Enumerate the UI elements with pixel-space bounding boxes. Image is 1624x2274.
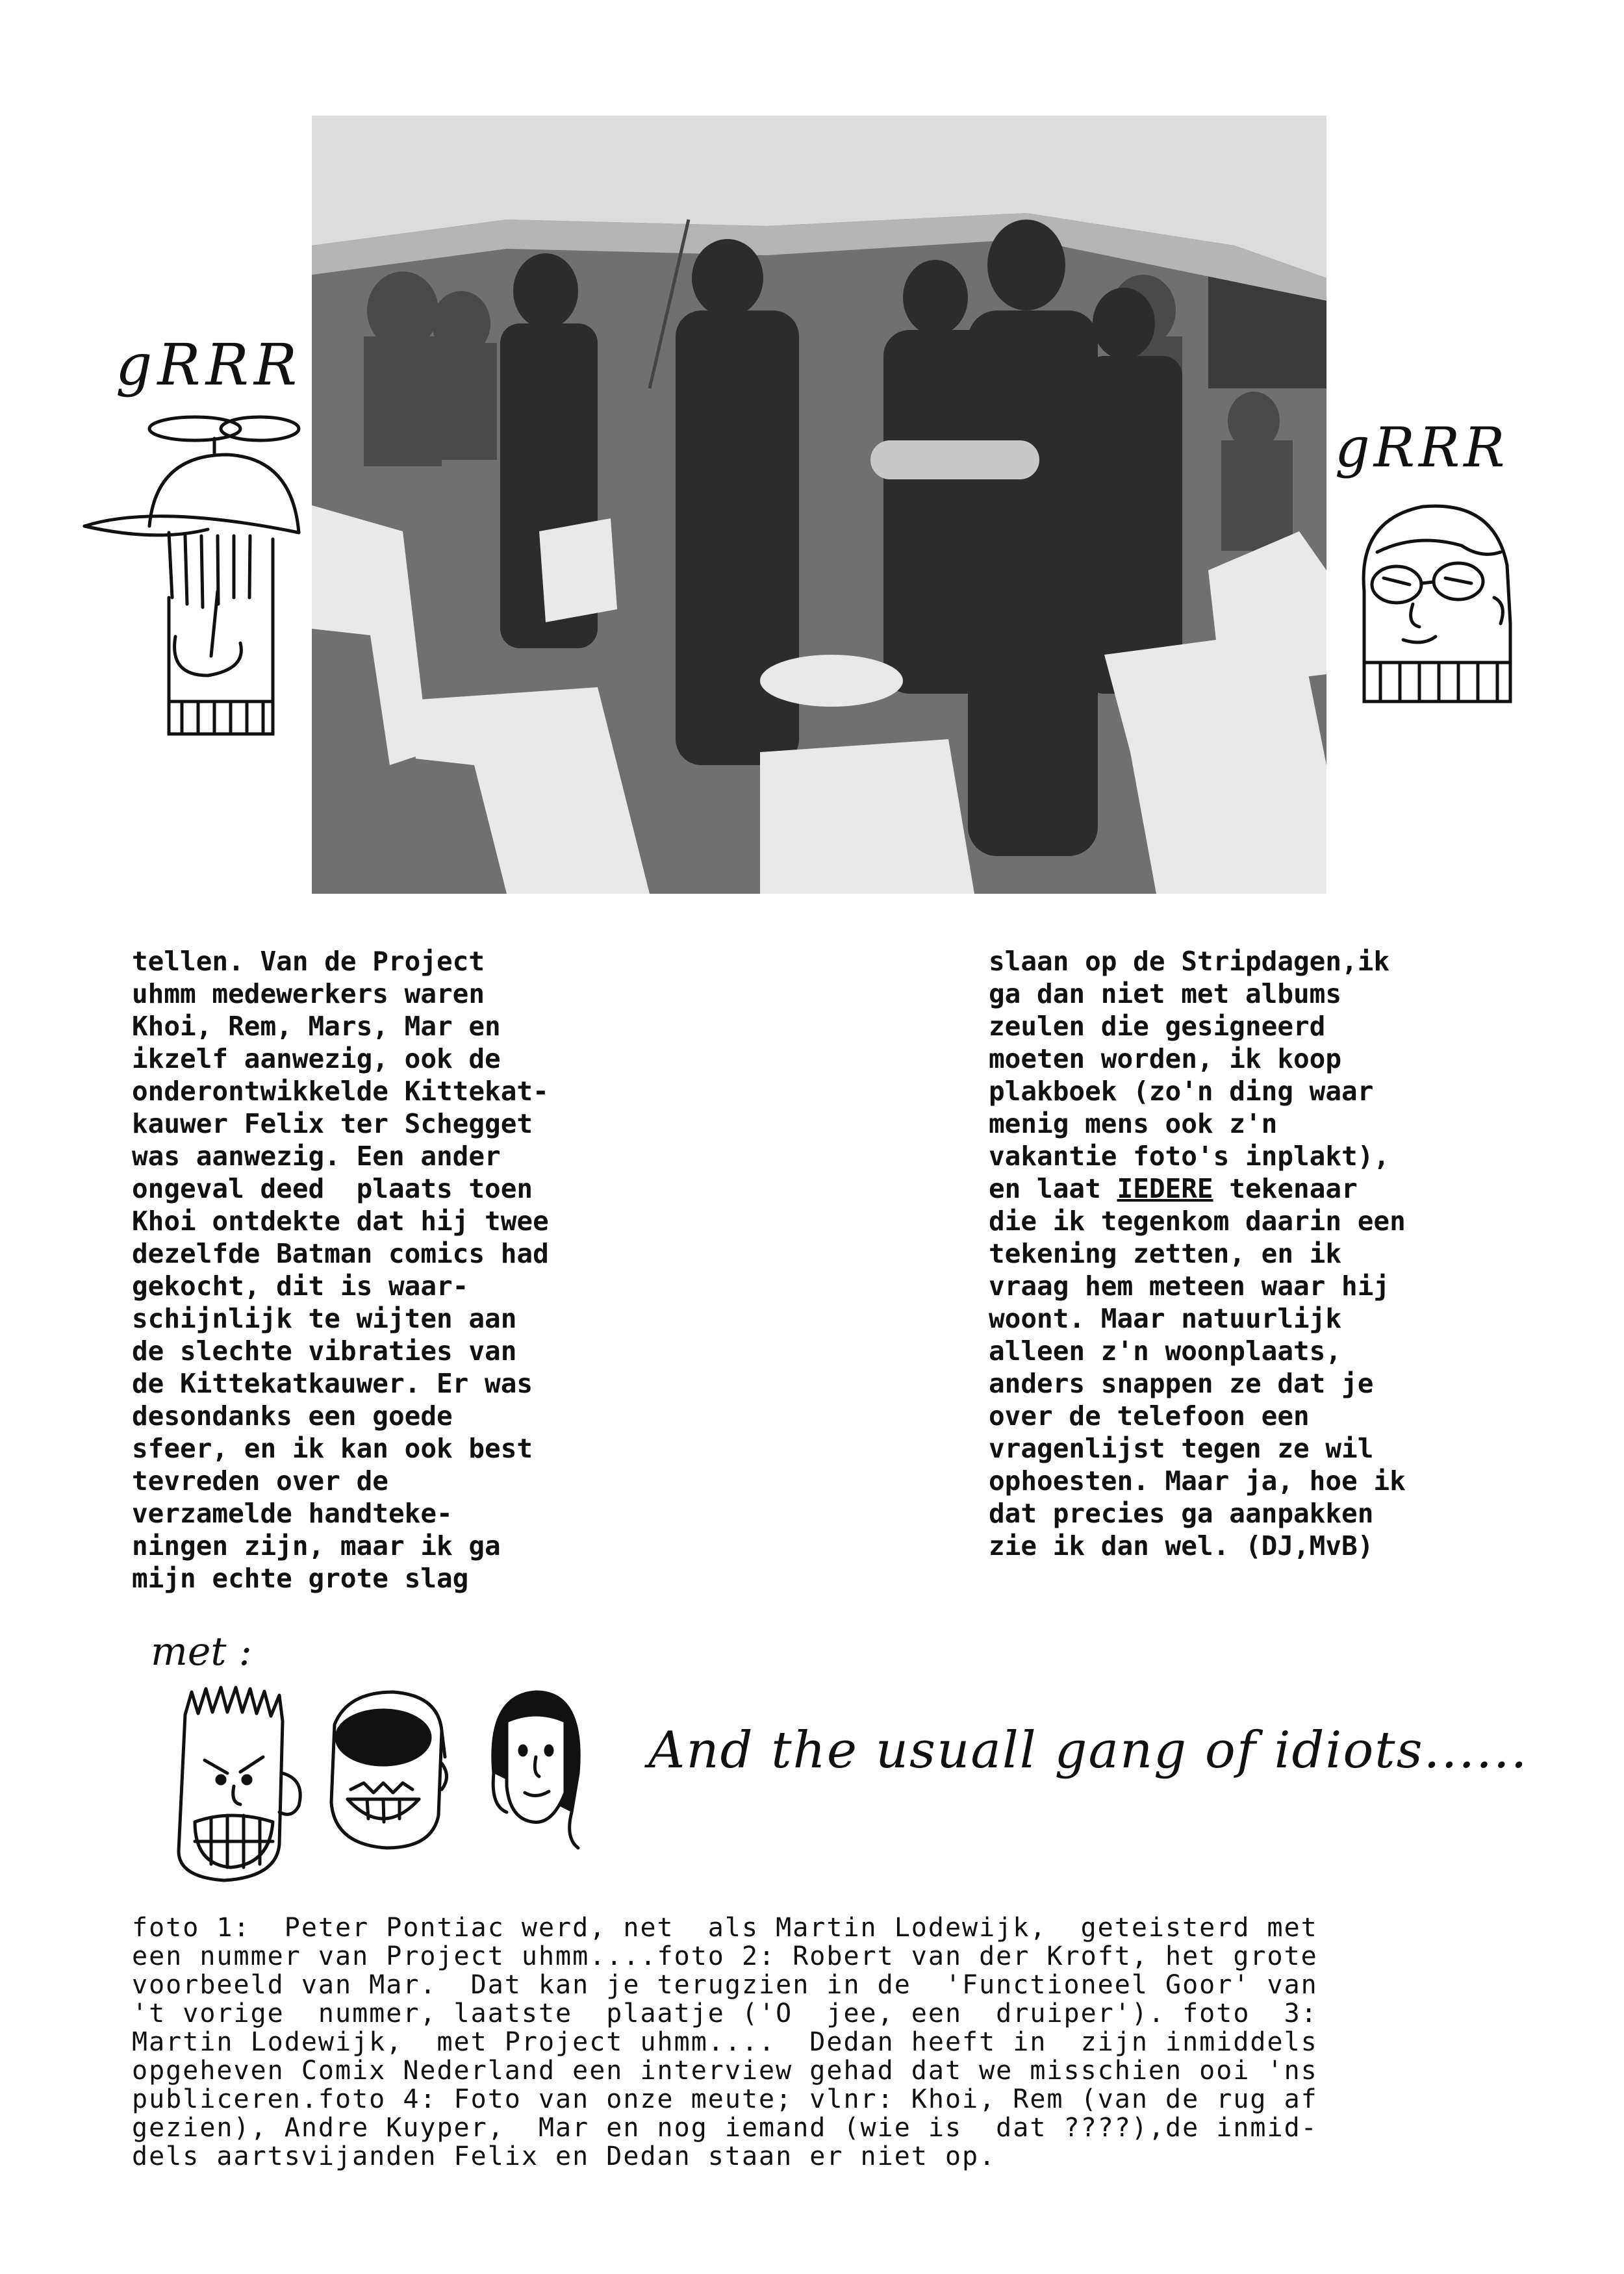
caption-line: gezien), Andre Kuyper, Mar en nog iemand (wie is dat ????),de inmid-: [132, 2113, 1318, 2143]
text-line: desondanks een goede: [132, 1400, 453, 1432]
text-line: zeulen die gesigneerd: [989, 1011, 1326, 1042]
text-line: slaan op de Stripdagen,ik: [989, 946, 1390, 977]
spiky-hair-grin-face-icon: [166, 1682, 309, 1890]
text-line: tellen. Van de Project: [132, 946, 485, 977]
text-line: menig mens ook z'n: [989, 1108, 1278, 1139]
caption-line: dels aartsvijanden Felix en Dedan staan er niet op.: [132, 2141, 996, 2171]
caption-line: voorbeeld van Mar. Dat kan je terugzien in de 'Functioneel Goor' van: [132, 1970, 1318, 2000]
text-line: was aanwezig. Een ander: [132, 1141, 501, 1172]
text-line: vakantie foto's inplakt),: [989, 1141, 1390, 1172]
text-line: schijnlijk te wijten aan: [132, 1303, 517, 1334]
text-line: kauwer Felix ter Schegget: [132, 1108, 533, 1139]
text-line: gekocht, dit is waar-: [132, 1270, 469, 1302]
text-line: ophoesten. Maar ja, hoe ik: [989, 1465, 1406, 1497]
text-line: tekening zetten, en ik: [989, 1238, 1342, 1269]
text-line: woont. Maar natuurlijk: [989, 1303, 1342, 1334]
text-line: die ik tegenkom daarin een: [989, 1206, 1406, 1237]
text-line: ga dan niet met albums: [989, 978, 1342, 1009]
propeller-cap-face-icon: [78, 403, 312, 740]
text-line: dat precies ga aanpakken: [989, 1498, 1374, 1529]
text-line: anders snappen ze dat je: [989, 1368, 1374, 1399]
text-line: de Kittekatkauwer. Er was: [132, 1368, 533, 1399]
met-label: met :: [151, 1629, 252, 1674]
text-line: zie ik dan wel. (DJ,MvB): [989, 1530, 1374, 1561]
grrr-left-label: gRRR: [116, 331, 303, 398]
text-segment: en laat: [989, 1173, 1117, 1204]
photo-captions: [132, 1914, 1529, 2171]
caption-line: 't vorige nummer, laatste plaatje ('O jee, een druiper'). foto 3:: [132, 1999, 1318, 2028]
gang-of-idiots-text: And the usuall gang of idiots......: [648, 1721, 1529, 1780]
text-line: uhmm medewerkers waren: [132, 978, 485, 1009]
text-line: over de telefoon een: [989, 1400, 1310, 1432]
text-line: ikzelf aanwezig, ook de: [132, 1043, 501, 1074]
caption-line: Martin Lodewijk, met Project uhmm.... Dedan heeft in zijn inmiddels: [132, 2027, 1318, 2057]
grrr-right-label: gRRR: [1335, 416, 1509, 479]
long-hair-face-icon: [481, 1682, 591, 1851]
text-line: ningen zijn, maar ik ga: [132, 1530, 501, 1561]
event-photo-tent-crowd-icon: [312, 116, 1326, 894]
article-left-column: [132, 945, 549, 1595]
text-segment: tekenaar: [1213, 1173, 1358, 1204]
text-line: onderontwikkelde Kittekat-: [132, 1076, 549, 1107]
text-line: Khoi ontdekte dat hij twee: [132, 1206, 549, 1237]
caption-line: opgeheven Comix Nederland een interview gehad dat we misschien ooi 'ns: [132, 2056, 1318, 2086]
text-line: dezelfde Batman comics had: [132, 1238, 549, 1269]
text-line: ongeval deed plaats toen: [132, 1173, 533, 1204]
text-line: verzamelde handteke-: [132, 1498, 453, 1529]
text-line: plakboek (zo'n ding waar: [989, 1076, 1374, 1107]
emphasis-iedere: IEDERE: [1117, 1173, 1213, 1204]
text-line: sfeer, en ik kan ook best: [132, 1433, 533, 1464]
text-line: alleen z'n woonplaats,: [989, 1335, 1342, 1367]
event-photo: [312, 116, 1326, 894]
article-right-column: [989, 945, 1406, 1562]
text-line: Khoi, Rem, Mars, Mar en: [132, 1011, 501, 1042]
text-line: vragenlijst tegen ze wil: [989, 1433, 1374, 1464]
caption-line: publiceren.foto 4: Foto van onze meute; vlnr: Khoi, Rem (van de rug af: [132, 2084, 1318, 2114]
open-mouth-face-icon: [322, 1686, 451, 1854]
caption-line: een nummer van Project uhmm....foto 2: Robert van der Kroft, het grote: [132, 1941, 1318, 1971]
text-line: tevreden over de: [132, 1465, 388, 1497]
text-line: vraag hem meteen waar hij: [989, 1270, 1390, 1302]
glasses-face-icon: [1351, 494, 1520, 708]
text-line: moeten worden, ik koop: [989, 1043, 1342, 1074]
text-line: [989, 1172, 1406, 1205]
text-line: mijn echte grote slag: [132, 1563, 469, 1594]
text-line: de slechte vibraties van: [132, 1335, 517, 1367]
caption-line: foto 1: Peter Pontiac werd, net als Martin Lodewijk, geteisterd met: [132, 1913, 1318, 1943]
